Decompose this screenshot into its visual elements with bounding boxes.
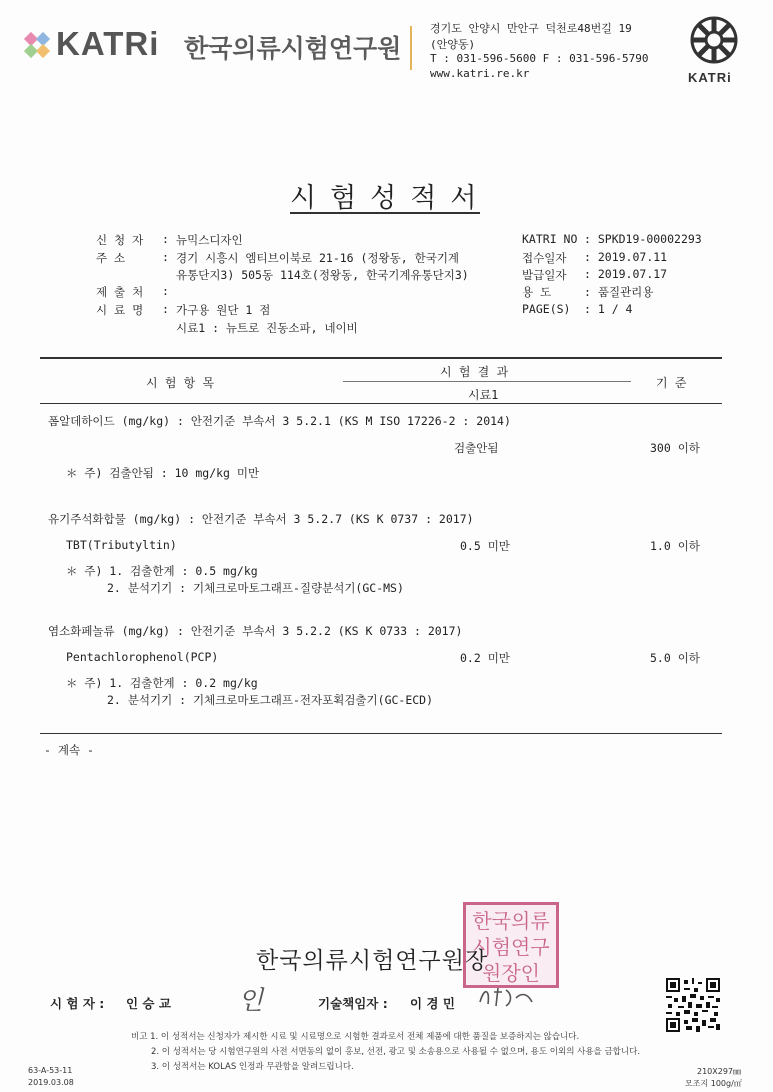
table-header-rule: [40, 403, 722, 404]
page-title: 시험성적서: [290, 183, 491, 214]
qr-code-icon: [666, 978, 720, 1032]
header-address-1: 경기도 안양시 만안구 덕천로48번길 19: [430, 22, 632, 35]
maker-label: 제 출 처: [96, 285, 144, 299]
test-3-note-1: ＊ 주) 1. 검출한계 : 0.2 mg/kg: [66, 676, 258, 690]
header-address-2: (안양동): [430, 38, 476, 51]
footnote-3: 3. 이 성적서는 KOLAS 인정과 무관함을 알려드립니다.: [151, 1062, 354, 1072]
test-1-result: 검출안됨: [454, 441, 499, 455]
page: : 1 / 4: [584, 302, 633, 316]
tech-name: 이 경 민: [410, 996, 455, 1011]
received: : 2019.07.11: [584, 250, 668, 264]
table-top-rule: [40, 357, 722, 359]
form-number: 63-A-53-11: [28, 1066, 73, 1075]
emblem-label: KATRi: [688, 70, 732, 85]
table-bottom-rule: [40, 733, 722, 734]
sample-name: 가구용 원단 1 점: [176, 303, 271, 317]
test-1-heading: 폼알데하이드 (mg/kg) : 안전기준 부속서 3 5.2.1 (KS M ISO 17226-2 : 2014): [48, 414, 511, 428]
page-label: PAGE(S): [522, 302, 571, 316]
katri-no-label: KATRI NO: [522, 232, 578, 246]
colon: :: [162, 232, 169, 246]
header-website: www.katri.re.kr: [430, 67, 530, 80]
continued-label: - 계속 -: [44, 743, 94, 757]
test-2-note-2: 2. 분석기기 : 기체크로마토그래프-질량분석기(GC-MS): [107, 581, 404, 595]
footnote-1: 비고 1. 이 성적서는 신청자가 제시한 시료 및 시료명으로 시험한 결과로서 전체 제품에 대한 품질을 보증하지는 않습니다.: [131, 1032, 580, 1042]
result-divider: [343, 381, 631, 382]
katri-no-value: SPKD19-00002293: [597, 232, 702, 246]
katri-emblem-icon: [683, 12, 745, 74]
official-seal: 한국의류시험연구원장인: [463, 902, 559, 988]
test-2-heading: 유기주석화합물 (mg/kg) : 안전기준 부속서 3 5.2.7 (KS K 0737 : 2017): [48, 512, 474, 526]
header-sample: 시료1: [468, 388, 499, 402]
applicant-name: 뉴믹스디자인: [176, 233, 243, 247]
logo-korean: 한국의류시험연구원: [184, 34, 402, 63]
applicant-address-2: 유통단지3) 505동 114호(정왕동, 한국기계유통단지3): [176, 268, 469, 282]
test-3-result: 0.2 미만: [460, 651, 510, 665]
tech-label: 기술책임자 :: [318, 996, 388, 1011]
tech-signature-icon: [476, 984, 536, 1010]
header-test-item: 시 험 항 목: [146, 376, 215, 390]
test-3-standard: 5.0 이하: [650, 651, 700, 665]
logo-mark-icon: [22, 30, 52, 60]
footnote-2: 2. 이 성적서는 당 시험연구원의 사전 서면동의 없이 홍보, 선전, 광고 및 소송용으로 사용될 수 없으며, 용도 이외의 사용을 금합니다.: [151, 1047, 641, 1057]
test-3-note-2: 2. 분석기기 : 기체크로마토그래프-전자포획검출기(GC-ECD): [107, 693, 434, 707]
header-divider: [410, 26, 412, 70]
test-2-standard: 1.0 이하: [650, 539, 700, 553]
page-value: 1 / 4: [597, 302, 633, 316]
applicant-address-label: 주 소: [96, 251, 126, 265]
tester-label: 시 험 자 :: [50, 996, 105, 1011]
logo-latin: KATRi: [56, 25, 160, 62]
header-standard: 기 준: [656, 376, 687, 390]
tester-name: 인 승 교: [126, 996, 171, 1011]
applicant-address-1: 경기 시흥시 엠티브이북로 21-16 (정왕동, 한국기계: [176, 251, 460, 265]
purpose: : 품질관리용: [584, 285, 654, 299]
colon: :: [162, 284, 169, 298]
sample-label: 시 료 명: [96, 303, 144, 317]
test-2-result: 0.5 미만: [460, 539, 510, 553]
issued-value: 2019.07.17: [597, 267, 668, 281]
test-2-item: TBT(Tributyltin): [66, 538, 177, 552]
purpose-value: 품질관리용: [597, 285, 654, 299]
issued: : 2019.07.17: [584, 267, 668, 281]
institute-head: 한국의류시험연구원장: [256, 948, 489, 974]
header-result: 시 험 결 과: [440, 365, 509, 379]
colon: :: [162, 250, 169, 264]
test-2-note-1: ＊ 주) 1. 검출한계 : 0.5 mg/kg: [66, 564, 258, 578]
test-3-heading: 염소화페놀류 (mg/kg) : 안전기준 부속서 3 5.2.2 (KS K 0733 : 2017): [48, 624, 463, 638]
title-underline: [290, 212, 480, 214]
paper-size: 210X297㎜: [697, 1067, 742, 1076]
colon: :: [162, 302, 169, 316]
tester-signature: 인: [238, 986, 264, 1016]
issued-label: 발급일자: [522, 268, 567, 282]
test-3-item: Pentachlorophenol(PCP): [66, 650, 219, 664]
test-1-note-1: ＊ 주) 검출안됨 : 10 mg/kg 미만: [66, 466, 260, 480]
purpose-label: 용 도: [522, 285, 552, 299]
test-1-standard: 300 이하: [650, 441, 700, 455]
received-value: 2019.07.11: [597, 250, 668, 264]
sample-detail: 시료1 : 뉴트로 진동소파, 네이비: [176, 321, 358, 335]
applicant-name-label: 신 청 자: [96, 233, 144, 247]
received-label: 접수일자: [522, 251, 567, 265]
form-date: 2019.03.08: [28, 1078, 74, 1087]
paper-weight: 모조지 100g/㎡: [685, 1079, 742, 1088]
katri-no: : SPKD19-00002293: [584, 232, 702, 246]
header-phone-fax: T : 031-596-5600 F : 031-596-5790: [430, 52, 649, 65]
